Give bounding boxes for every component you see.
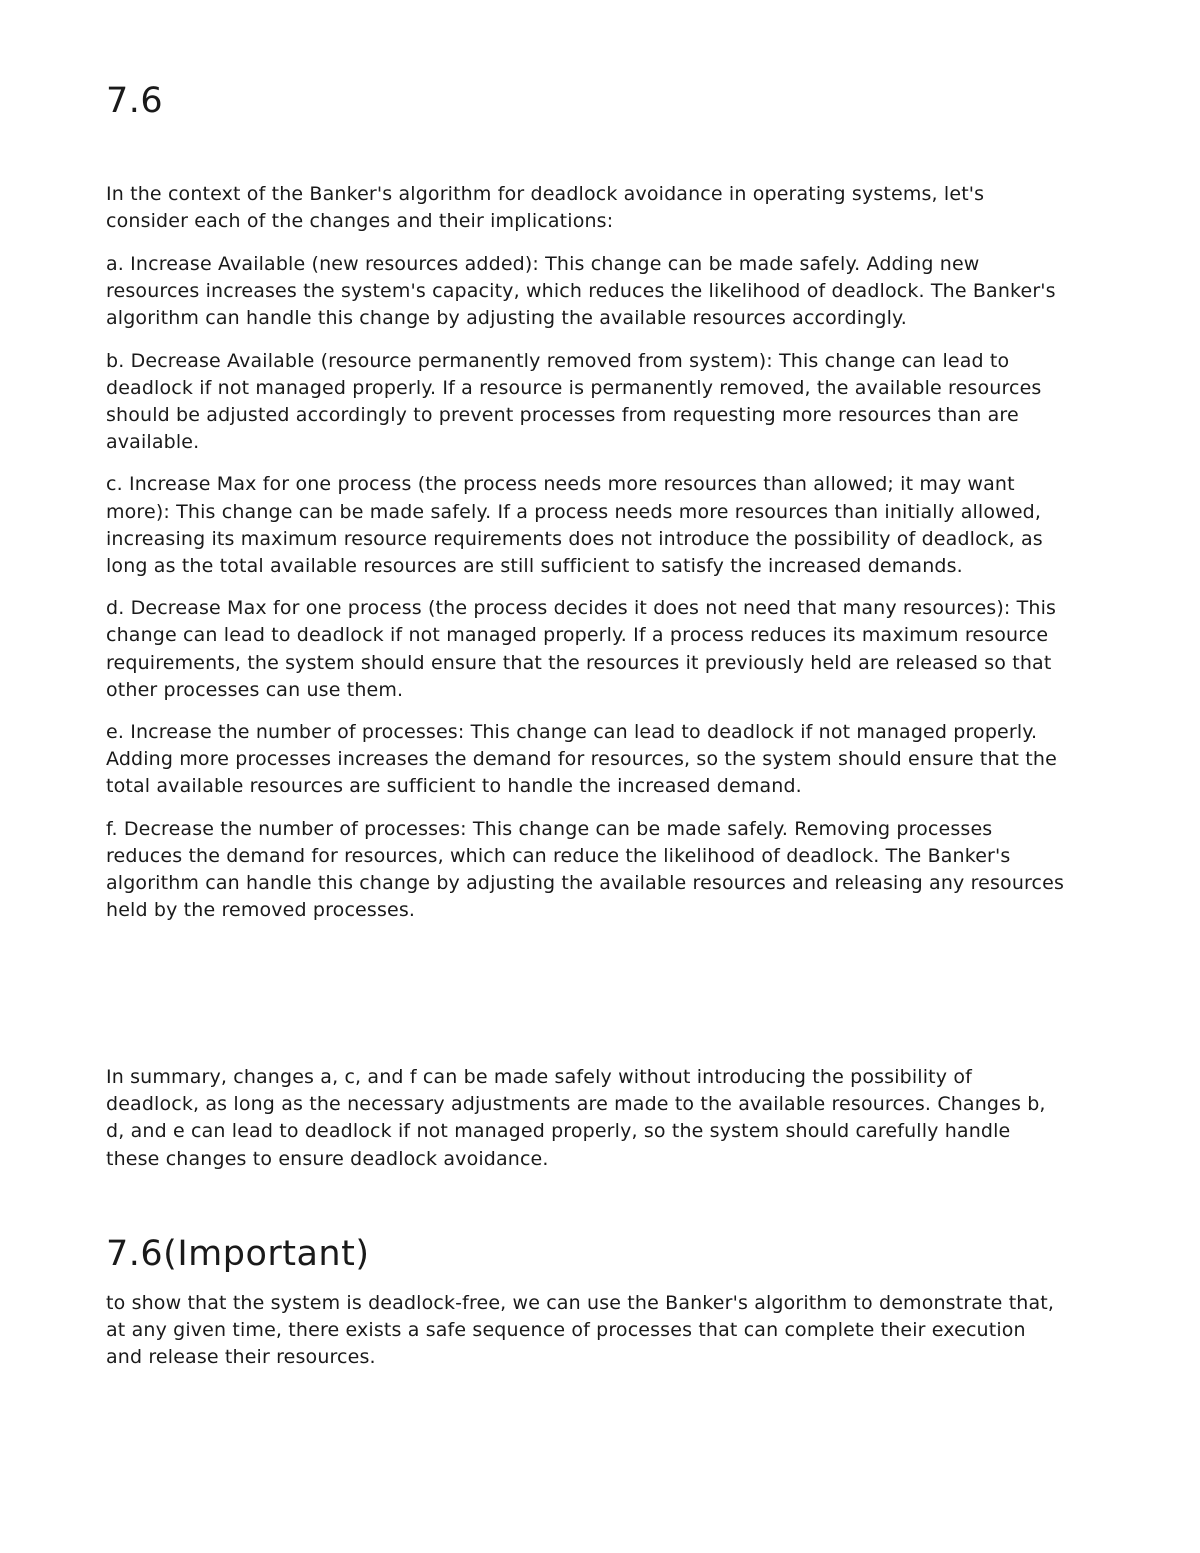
intro-paragraph: In the context of the Banker's algorithm for deadlock avoidance in operating systems, let's consider each of the changes and their implications: — [106, 183, 985, 233]
list-item-f: f. Decrease the number of processes: This change can be made safely. Removing processes reduces the demand for resources, which can reduce the likelihood of deadlock. The Banker's algorithm can handle this change by adjusting the available resources and releasing any resources held by the removed processes. — [106, 817, 1065, 922]
section-heading-7-6: 7.6 — [106, 81, 164, 121]
summary-paragraph: In summary, changes a, c, and f can be made safely without introducing the possibility of deadlock, as long as the necessary adjustments are made to the available resources. Changes b, d, and e can lead to deadlock if not managed properly, so the system should carefully handle these changes to ensure deadlock avoidance. — [106, 1066, 1046, 1170]
list-item-d: d. Decrease Max for one process (the process decides it does not need that many resources): This change can lead to deadlock if not managed properly. If a process reduces its maximum resource requirements, the system should ensure that the resources it previously held are released so that other processes can use them. — [106, 597, 1057, 701]
closing-paragraph: to show that the system is deadlock-free, we can use the Banker's algorithm to demonstrate that, at any given time, there exists a safe sequence of processes that can complete their execution and release their resources. — [106, 1292, 1055, 1369]
list-item-b: b. Decrease Available (resource permanently removed from system): This change can lead to deadlock if not managed properly. If a resource is permanently removed, the available resources should be adjusted accordingly to prevent processes from requesting more resources than are available. — [106, 349, 1042, 454]
changes-list — [106, 251, 1066, 939]
list-item-e: e. Increase the number of processes: This change can lead to deadlock if not managed properly. Adding more processes increases the demand for resources, so the system should ensure that the total available resources are sufficient to handle the increased demand. — [106, 721, 1057, 798]
section-heading-important: 7.6(Important) — [106, 1234, 370, 1274]
list-item-c: c. Increase Max for one process (the process needs more resources than allowed; it may want more): This change can be made safely. If a process needs more resources than initially allowed, increasing its maximum resource requirements does not introduce the possibility of deadlock, as long as the total available resources are still sufficient to satisfy the increased demands. — [106, 473, 1043, 578]
list-item-a: a. Increase Available (new resources added): This change can be made safely. Adding new resources increases the system's capacity, which reduces the likelihood of deadlock. The Banker's algorithm can handle this change by adjusting the available resources accordingly. — [106, 253, 1056, 330]
